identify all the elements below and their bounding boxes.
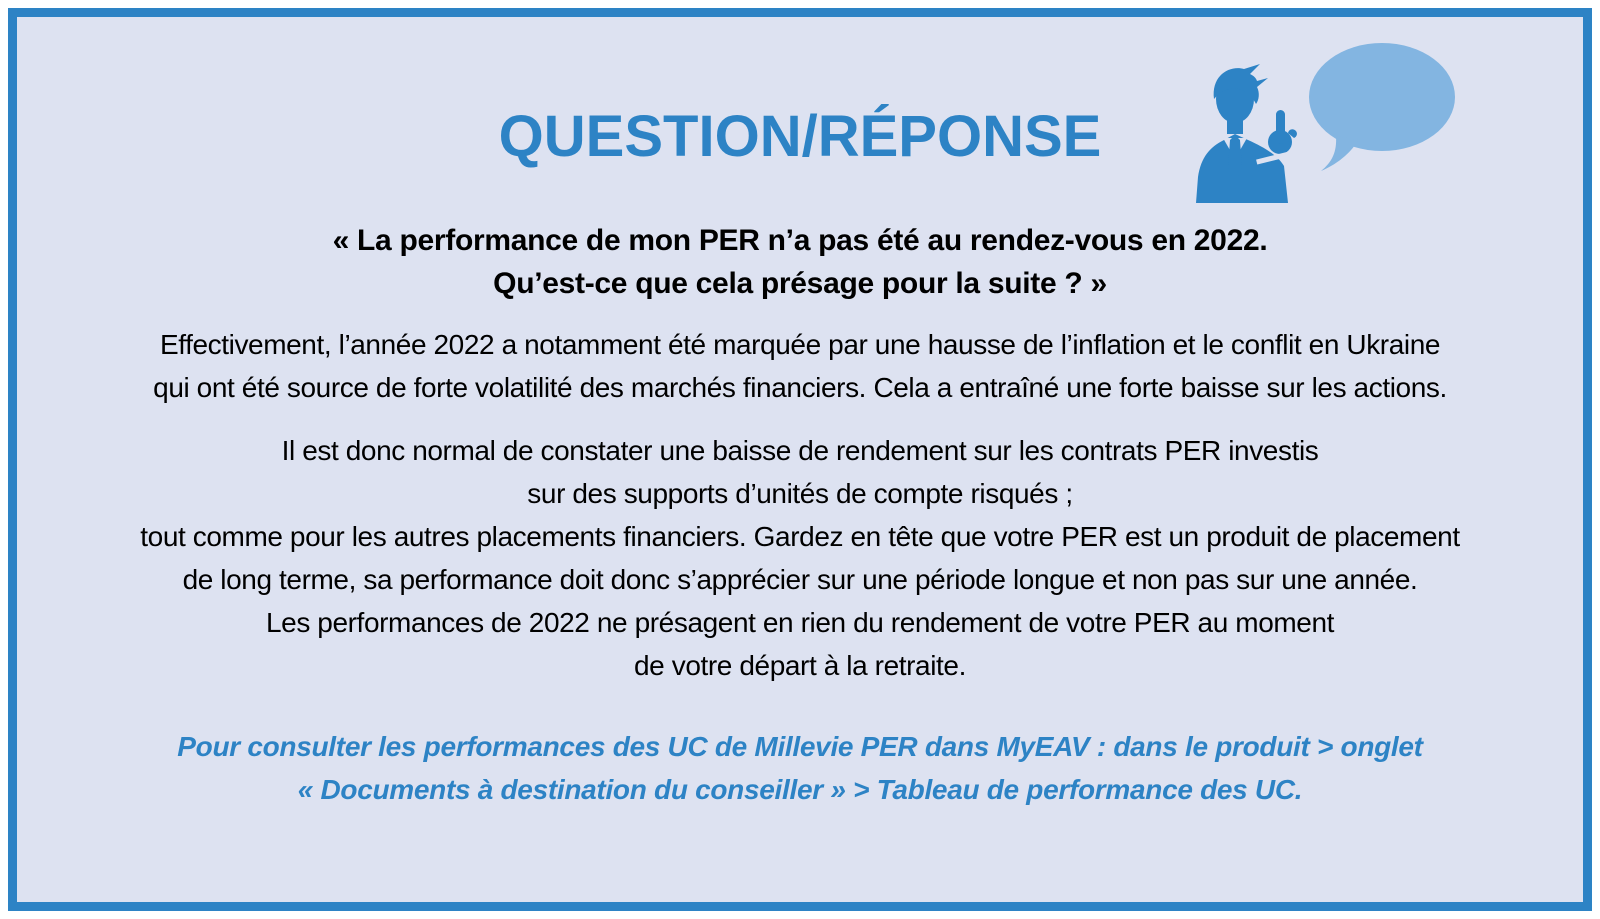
paragraph-line: de long terme, sa performance doit donc s’apprécier sur une période longue et non pas sur une année.: [182, 564, 1418, 595]
paragraph-line: tout comme pour les autres placements financiers. Gardez en tête que votre PER est un produit de placement: [140, 521, 1460, 552]
answer-paragraph-2: [17, 429, 1583, 687]
footer-line: « Documents à destination du conseiller » > Tableau de performance des UC.: [297, 774, 1303, 805]
paragraph-line: Effectivement, l’année 2022 a notamment été marquée par une hausse de l’inflation et le conflit en Ukraine: [159, 329, 1441, 360]
header: [17, 17, 1583, 169]
question-line: « La performance de mon PER n’a pas été au rendez-vous en 2022.: [332, 224, 1268, 257]
answer-paragraph-1: [17, 323, 1583, 409]
footer-line: Pour consulter les performances des UC de Millevie PER dans MyEAV : dans le produit > onglet: [177, 731, 1423, 762]
paragraph-line: sur des supports d’unités de compte risqués ;: [527, 478, 1073, 509]
question-heading: [17, 219, 1583, 305]
consultation-instructions: [17, 725, 1583, 811]
question-line: Qu’est-ce que cela présage pour la suite ? »: [493, 267, 1107, 300]
page-title: QUESTION/RÉPONSE: [498, 104, 1102, 169]
speech-bubble-icon: [1308, 42, 1458, 172]
header-icons: [1196, 42, 1458, 203]
businessman-pointing-up-icon: [1196, 63, 1301, 203]
paragraph-line: de votre départ à la retraite.: [634, 650, 966, 681]
paragraph-line: Les performances de 2022 ne présagent en rien du rendement de votre PER au moment: [265, 607, 1335, 638]
paragraph-line: Il est donc normal de constater une baisse de rendement sur les contrats PER investis: [281, 435, 1319, 466]
paragraph-line: qui ont été source de forte volatilité des marchés financiers. Cela a entraîné une forte baisse sur les actions.: [153, 372, 1447, 403]
bordered-panel: [8, 8, 1592, 911]
